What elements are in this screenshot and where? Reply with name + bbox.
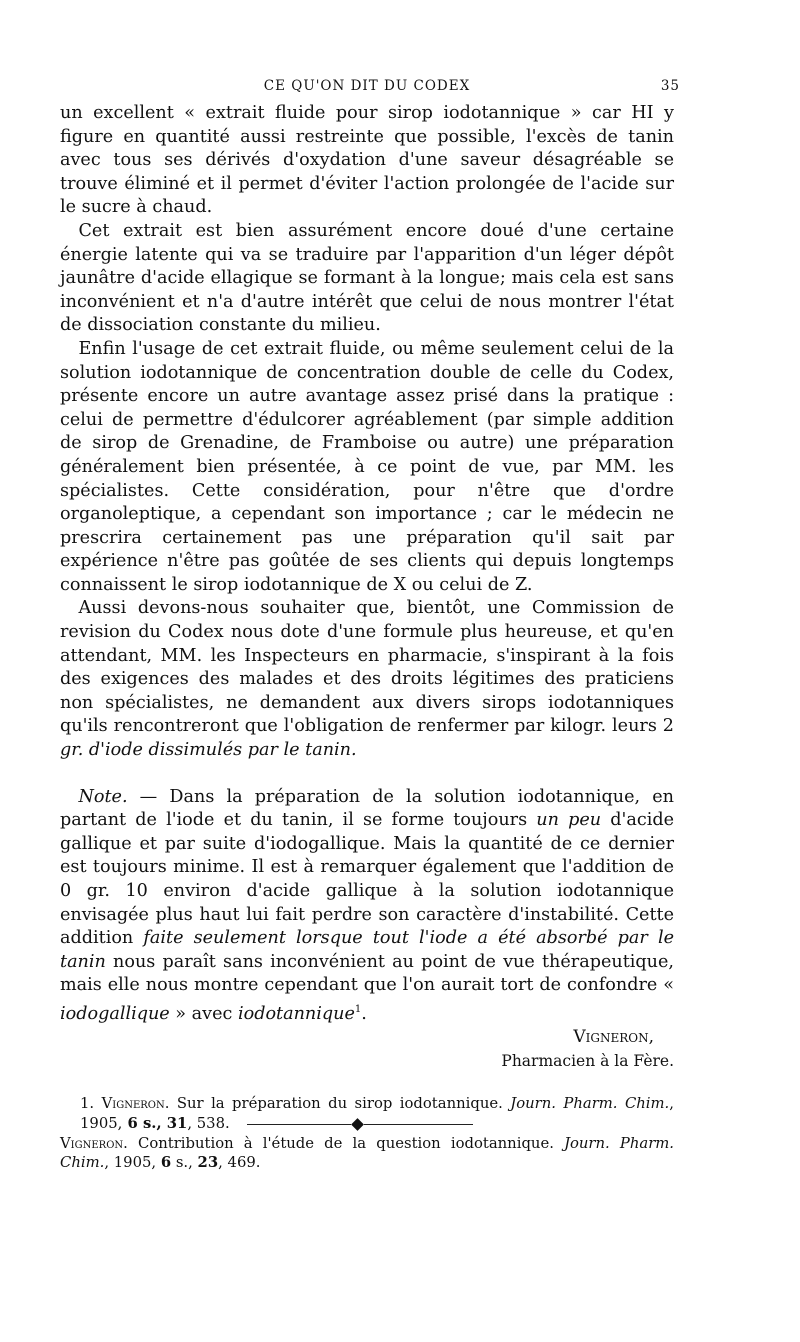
footnote-1-author: Vigneron. [101, 1095, 170, 1113]
running-title: CE QU'ON DIT DU CODEX [263, 78, 471, 94]
note-emphasis-3: iodogallique [60, 1003, 170, 1024]
page-number: 35 [660, 78, 680, 94]
diamond-icon [351, 1118, 364, 1131]
running-header [60, 78, 680, 102]
page [60, 78, 680, 1173]
note-emphasis-4: iodotannique [237, 1003, 355, 1024]
paragraph-2: Cet extrait est bien assurément encore doué d'une certaine énergie latente qui va se traduire par l'apparition d'un léger dépôt jaunâtre d'acide ellagique se formant à la longue; mais cela est sans inconvénient et n'a d'autre intérêt que celui de nous montrer l'état de dissociation constante du milieu. [60, 220, 674, 336]
signature-block [60, 1026, 674, 1072]
ornament-rule-right [364, 1124, 473, 1125]
footnote-2-journal: Journ. Pharm. Chim. [60, 1134, 675, 1172]
footnote-1-text: Sur la préparation du sirop iodotannique. [169, 1095, 511, 1113]
footnote-1-series: 6 s., [122, 1115, 167, 1133]
footnote-1-pages: , 538. [187, 1115, 230, 1133]
footnote-marker: 1 [354, 1003, 362, 1015]
footnote-2-series: 6 [160, 1154, 172, 1172]
ornament-rule-left [247, 1124, 351, 1125]
footnote-2-text: Contribution à l'étude de la question iodotannique. [127, 1134, 565, 1152]
footnote-2 [60, 1134, 674, 1173]
note-emphasis-1: un peu [536, 810, 602, 831]
footnote-1-journal: Journ. Pharm. Chim. [510, 1095, 670, 1113]
signature-name: Vigneron, [573, 1027, 654, 1048]
footnote-2-year: , 1905, [104, 1154, 161, 1172]
section-end-ornament [247, 1116, 473, 1134]
note-text-4: » avec [169, 1003, 238, 1024]
footnote-1-year: , 1905, [80, 1095, 674, 1133]
footnote-2-pages: , 469. [218, 1154, 261, 1172]
note-emphasis-2: faite seulement lorsque tout l'iode a été absorbé par le tanin [60, 928, 674, 972]
note-text-2: d'acide gallique et par suite d'iodogallique. Mais la quantité de ce dernier est toujours minime. Il est à remarquer également que l'addition de 0 gr. 10 environ d'acide gallique à la solution iodotannique envisagée plus haut lui fait perdre son caractère d'instabilité. Cette addition [60, 810, 675, 949]
note-text-5: . [361, 1003, 367, 1024]
paragraph-4 [60, 597, 674, 762]
signature-title: Pharmacien à la Fère. [501, 1052, 674, 1071]
article-body [60, 102, 674, 1026]
footnote-2-author: Vigneron. [60, 1134, 128, 1152]
footnote-2-series-suffix: s., [171, 1154, 198, 1172]
paragraph-4-text: Aussi devons-nous souhaiter que, bientôt, une Commission de revision du Codex nous dote d'une formule plus heureuse, et qu'en attendant, MM. les Inspecteurs en pharmacie, s'inspirant à la fois des exigences des malades et des droits légitimes des praticiens non spécialistes, ne demandent aux divers sirops iodotanniques qu'ils rencontreront que l'obligation de renfermer par kilogr. leurs 2 [60, 598, 674, 737]
footnote-2-volume: 23 [197, 1154, 219, 1172]
note-label: Note. [78, 786, 128, 807]
note-text-3: nous paraît sans inconvénient au point de vue thérapeutique, mais elle nous montre cependant que l'on aurait tort de confondre « [60, 951, 674, 996]
paragraph-3: Enfin l'usage de cet extrait fluide, ou même seulement celui de la solution iodotannique de concentration double de celle du Codex, présente encore un autre avantage assez prisé dans la pratique : celui de permettre d'édulcorer agréablement (par simple addition de sirop de Grenadine, de Framboise ou autre) une préparation généralement bien présentée, à ce point de vue, par MM. les spécialistes. Cette considération, pour n'être que d'ordre organoleptique, a cependant son importance ; car le médecin ne prescrira certainement pas une préparation qu'il sait par expérience n'être pas goûtée de ses clients qui depuis longtemps connaissent le sirop iodotannique de X ou celui de Z. [60, 338, 674, 595]
paragraph-1: un excellent « extrait fluide pour sirop iodotannique » car HI y figure en quantité aussi restreinte que possible, l'excès de tanin avec tous ses dérivés d'oxydation d'une saveur désagréable se trouve éliminé et il permet d'éviter l'action prolongée de l'acide sur le sucre à chaud. [60, 103, 674, 218]
note-text-1: — Dans la préparation de la solution iodotannique, en partant de l'iode et du tanin, il se forme toujours [60, 786, 674, 831]
paragraph-4-emphasis: gr. d'iode dissimulés par le tanin. [60, 740, 357, 761]
footnote-1-number: 1. [80, 1095, 95, 1113]
note-paragraph [60, 786, 674, 1027]
footnote-1-volume: 31 [166, 1115, 188, 1133]
